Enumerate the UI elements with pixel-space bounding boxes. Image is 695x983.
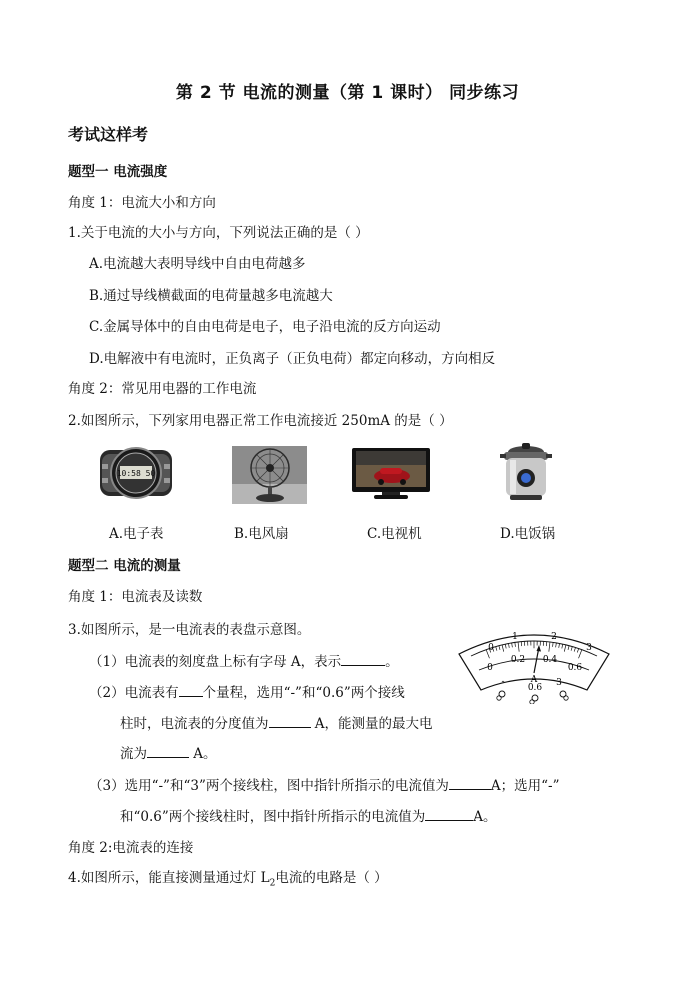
watch-display: 10:58 50 xyxy=(116,469,156,478)
scale-tick xyxy=(518,642,519,652)
scale-tick xyxy=(549,642,550,652)
needle-tip xyxy=(537,645,542,652)
lower-tick-0.6: 0.6 xyxy=(567,663,583,673)
q3-blank-1[interactable] xyxy=(341,651,385,666)
scale-tick xyxy=(574,648,575,652)
terminal-label-minus: - xyxy=(501,677,505,687)
q1-stem: 1.关于电流的大小与方向，下列说法正确的是（ ） xyxy=(68,225,369,241)
q3-blank-6[interactable] xyxy=(425,806,473,821)
q2-stem: 2.如图所示，下列家用电器正常工作电流接近 250mA 的是（ ） xyxy=(68,413,453,429)
watch-image xyxy=(100,442,172,504)
scale-tick xyxy=(496,647,497,651)
scale-tick xyxy=(502,645,504,652)
q1-option-d: D.电解液中有电流时，正负离子（正负电荷）都定向移动，方向相反 xyxy=(89,351,496,367)
terminal-label-3: 3 xyxy=(556,678,562,688)
caption-watch: A.电子表 xyxy=(109,526,164,542)
q4-stem: 4.如图所示，能直接测量通过灯 $L_2$电流的电路是（ ） xyxy=(68,870,388,889)
page-title: 第 2 节 电流的测量（第 1 课时） 同步练习 xyxy=(175,83,520,103)
type2-heading: 题型二 电流的测量 xyxy=(68,558,181,574)
upper-tick-0: 0 xyxy=(488,643,494,653)
q3-blank-3[interactable] xyxy=(269,713,311,728)
caption-tv: C.电视机 xyxy=(367,526,422,542)
lower-tick-0.4: 0.4 xyxy=(542,655,558,665)
scale-tick xyxy=(568,646,569,650)
q3-blank-5[interactable] xyxy=(449,775,491,790)
scale-tick xyxy=(559,643,560,647)
scale-tick xyxy=(562,644,563,648)
section-heading: 考试这样考 xyxy=(68,125,149,144)
lower-tick-0.2: 0.2 xyxy=(510,655,526,665)
lower-tick-0: 0 xyxy=(487,663,493,673)
scale-tick xyxy=(579,650,582,659)
upper-tick-1: 1 xyxy=(512,632,518,642)
upper-tick-3: 3 xyxy=(586,643,592,653)
caption-rice-cooker: D.电饭锅 xyxy=(500,526,556,542)
type2-angle1: 角度 1：电流表及读数 xyxy=(68,589,203,605)
q3-part3-line2: 和“0.6”两个接线柱时，图中指针所指示的电流值为 A。 xyxy=(120,805,497,825)
scale-tick xyxy=(508,643,509,647)
terminal-label-0.6: 0.6 xyxy=(527,683,543,693)
q3-part2-line3: 流为 A。 xyxy=(120,742,217,762)
q1-option-b: B.通过导线横截面的电荷量越多电流越大 xyxy=(89,288,333,304)
type1-angle2: 角度 2：常见用电器的工作电流 xyxy=(68,381,257,397)
q3-part3: （3）选用“-”和“3”两个接线柱，图中指针所指示的电流值为 A；选用“-” xyxy=(89,774,559,794)
type2-angle2: 角度 2:电流表的连接 xyxy=(68,840,194,856)
scale-tick xyxy=(505,644,506,648)
unit-label: A xyxy=(530,675,538,685)
q1-option-c: C.金属导体中的自由电荷是电子，电子沿电流的反方向运动 xyxy=(89,319,441,335)
q3-part1: （1）电流表的刻度盘上标有字母 A，表示 。 xyxy=(89,650,399,670)
scale-tick xyxy=(515,642,516,646)
tv-image xyxy=(352,448,430,500)
scale-tick xyxy=(564,645,566,652)
q3-stem: 3.如图所示，是一电流表的表盘示意图。 xyxy=(68,622,311,638)
scale-tick xyxy=(556,643,557,647)
caption-fan: B.电风扇 xyxy=(234,526,289,542)
ammeter-dial-diagram xyxy=(455,618,613,704)
scale-tick xyxy=(553,642,554,646)
q1-option-a: A.电流越大表明导线中自由电荷越多 xyxy=(89,256,306,272)
fan-image xyxy=(232,446,307,504)
scale-tick xyxy=(577,649,578,653)
scale-tick xyxy=(571,647,572,651)
q3-part2-line2: 柱时，电流表的分度值为 A，能测量的最大电 xyxy=(120,712,433,732)
scale-tick xyxy=(512,643,513,647)
q3-blank-4[interactable] xyxy=(147,743,189,758)
scale-tick xyxy=(499,646,500,650)
q3-part2: （2）电流表有 个量程，选用“-”和“0.6”两个接线 xyxy=(89,681,405,701)
rice-cooker-image xyxy=(500,442,552,502)
type1-heading: 题型一 电流强度 xyxy=(68,164,168,180)
type1-angle1: 角度 1：电流大小和方向 xyxy=(68,195,216,211)
q3-blank-2[interactable] xyxy=(179,682,203,697)
upper-tick-2: 2 xyxy=(551,632,557,642)
